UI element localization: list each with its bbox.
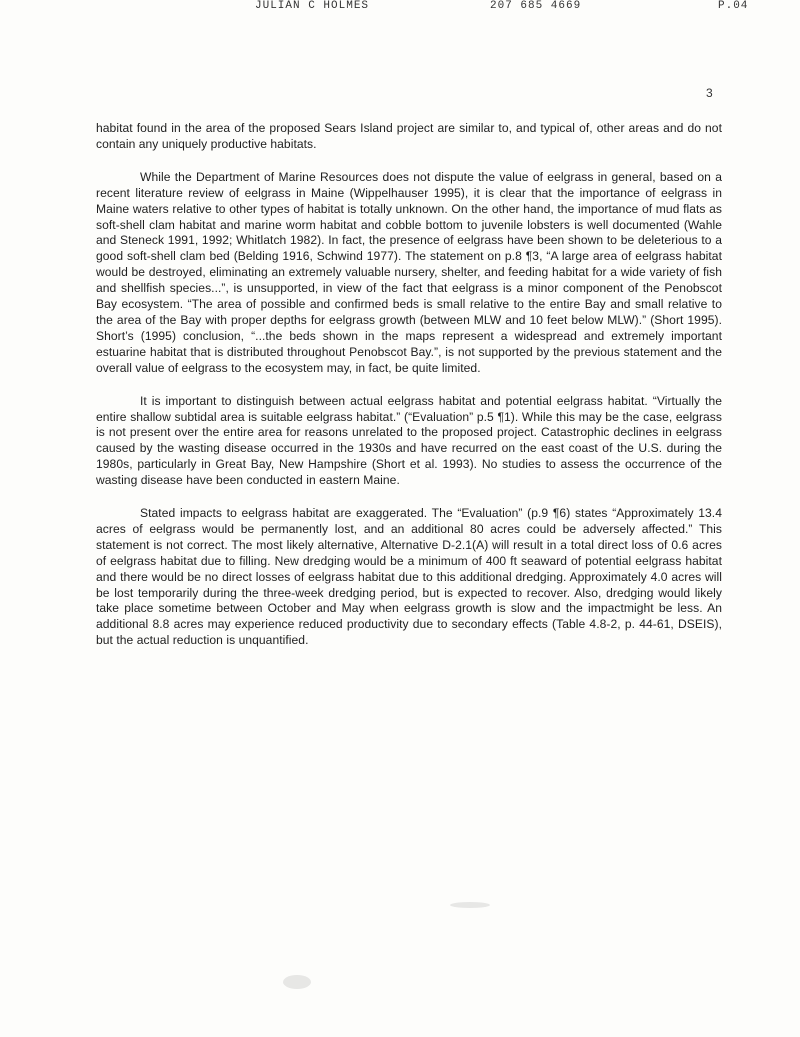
paragraph-stated-impacts: Stated impacts to eelgrass habitat are exaggerated. The “Evaluation” (p.9 ¶6) states “Approximately 13.4 acres of eelgrass would be permanently lost, and an additional 80 acres could be adversely affected.” This statement is not correct. The most likely alternative, Alternative D-2.1(A) will result in a total direct loss of 0.6 acres of eelgrass habitat due to filling. New dredging would be a minimum of 400 ft seaward of potential eelgrass habitat and there would be no direct losses of eelgrass habitat due to this additional dredging. Approximately 4.0 acres will be lost temporarily during the three-week dredging period, but is expected to recover. Also, dredging would likely take place sometime between October and May when eelgrass growth is slow and the impactmight be less. An additional 8.8 acres may experience reduced productivity due to secondary effects (Table 4.8-2, p. 44-61, DSEIS), but the actual reduction is unquantified. (96, 506, 722, 648)
scan-smudge (283, 975, 311, 989)
fax-phone-number: 207 685 4669 (490, 0, 582, 12)
paragraph-continuation: habitat found in the area of the proposed Sears Island project are similar to, and typical of, other areas and do not contain any uniquely productive habitats. (96, 121, 722, 151)
fax-sender-name: JULIAN C HOLMES (255, 0, 370, 12)
paragraph-actual-vs-potential: It is important to distinguish between actual eelgrass habitat and potential eelgrass habitat. “Virtually the entire shallow subtidal area is suitable eelgrass habitat.” (“Evaluation” p.5 ¶1). While this may be the case, eelgrass is not present over the entire area for reasons unrelated to the proposed project. Catastrophic declines in eelgrass caused by the wasting disease occurred in the 1930s and have recurred on the east coast of the U.S. during the 1980s, particularly in Great Bay, New Hampshire (Short et al. 1993). No studies to assess the occurrence of the wasting disease have been conducted in eastern Maine. (96, 393, 722, 488)
page-number: 3 (706, 86, 713, 100)
scan-smudge (450, 902, 490, 908)
document-body (96, 121, 722, 666)
fax-header (0, 0, 800, 14)
paragraph-eelgrass-value: While the Department of Marine Resources does not dispute the value of eelgrass in general, based on a recent literature review of eelgrass in Maine (Wippelhauser 1995), it is clear that the importance of eelgrass in Maine waters relative to other types of habitat is totally unknown. On the other hand, the importance of mud flats as soft-shell clam habitat and marine worm habitat and cobble bottom to juvenile lobsters is well documented (Wahle and Steneck 1991, 1992; Whitlatch 1982). In fact, the presence of eelgrass have been shown to be deleterious to a good soft-shell clam bed (Belding 1916, Schwind 1977). The statement on p.8 ¶3, “A large area of eelgrass habitat would be destroyed, eliminating an extremely valuable nursery, shelter, and feeding habitat for a wide variety of fish and shellfish species...”, is unsupported, in view of the fact that eelgrass is a minor component of the Penobscot Bay ecosystem. “The area of possible and confirmed beds is small relative to the entire Bay and small relative to the area of the Bay with proper depths for eelgrass growth (between MLW and 10 feet below MLW).” (Short 1995). Short’s (1995) conclusion, “...the beds shown in the maps represent a widespread and extremely important estuarine habitat that is distributed throughout Penobscot Bay.”, is not supported by the previous statement and the overall value of eelgrass to the ecosystem may, in fact, be quite limited. (96, 169, 722, 375)
fax-page-label: P.04 (718, 0, 749, 12)
